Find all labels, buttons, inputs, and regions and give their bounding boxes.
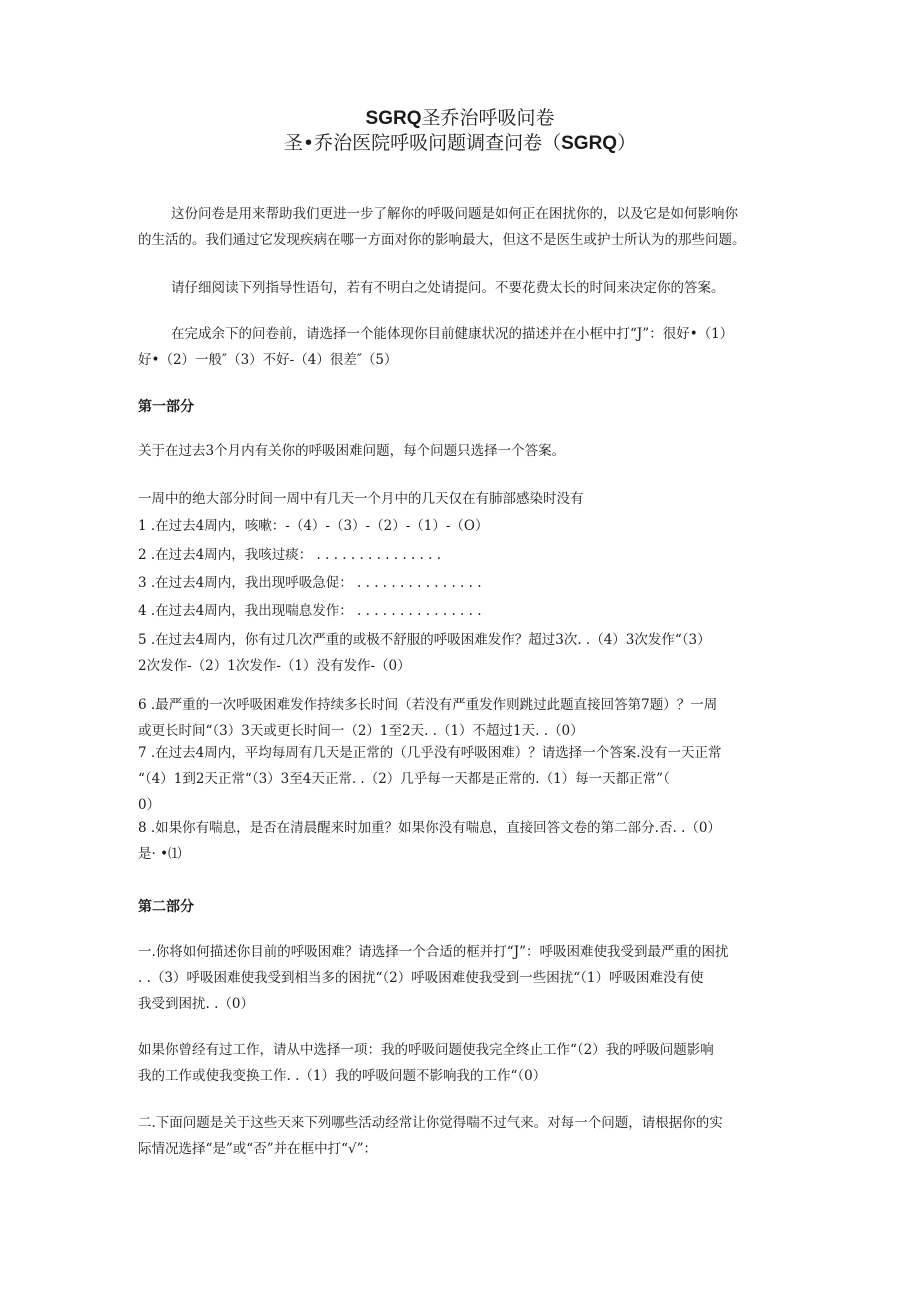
part2-question-1 [138,939,788,1017]
text-line: 3 .在过去4周内，我出现呼吸急促： . . . . . . . . . . . . . . . [138,575,482,591]
text-line: 际情况选择“是”或“否”并在框中打“√”： [138,1141,378,1157]
part1-question-4 [138,598,788,624]
part2-heading: 第二部分 [138,898,194,914]
part1-question-8 [138,815,788,867]
intro-paragraph-1 [138,201,788,253]
text-line: 1 .在过去4周内，咳嗽：-（4）-（3）-（2）-（1）-（O） [138,518,489,534]
subtitle-chinese: 圣•乔治医院呼吸问题调查问卷（ [283,132,562,154]
text-line: 在完成余下的问卷前，请选择一个能体现你目前健康状况的描述并在小框中打“J”：很好•（1） [171,326,734,342]
part1-intro [138,438,788,464]
document-title [0,106,920,131]
text-line: 一周中的绝大部分时间一周中有几天一个月中的几天仅在有肺部感染时没有 [138,491,584,507]
intro-paragraph-2 [138,275,788,301]
part1-options-header [138,486,788,512]
part1-question-5 [138,627,788,679]
text-line: 6 .最严重的一次呼吸困难发作持续多长时间（若没有严重发作则跳过此题直接回答第7题）？一周 [138,697,718,713]
text-line: 0） [138,797,161,813]
text-line: 5 .在过去4周内，你有过几次严重的或极不舒服的呼吸困难发作？超过3次. .（4）3次发作“（3） [138,632,711,648]
part1-question-7 [138,740,788,818]
text-line: 2 .在过去4周内，我咳过痰： . . . . . . . . . . . . . . . [138,547,441,563]
text-line: 请仔细阅读下列指导性语句，若有不明白之处请提问。不要花费太长的时间来决定你的答案。 [171,280,725,296]
text-line: 我受到困扰. .（0） [138,996,254,1012]
text-line: 7 .在过去4周内，平均每周有几天是正常的（几乎没有呼吸困难）？请选择一个答案.没有一天正常 [138,745,722,761]
part2-question-2 [138,1110,788,1162]
text-line: 关于在过去3个月内有关你的呼吸困难问题，每个问题只选择一个答案。 [138,443,566,459]
text-line: 2次发作-（2）1次发作-（1）没有发作-（0） [138,658,411,674]
text-line: 是· •⑴ [138,846,182,862]
text-line: 我的工作或使我变换工作. .（1）我的呼吸问题不影响我的工作“（0） [138,1068,547,1084]
text-line: 这份问卷是用来帮助我们更进一步了解你的呼吸问题是如何正在困扰你的，以及它是如何影响你 [171,206,738,222]
part1-question-3 [138,570,788,596]
part2-work-question [138,1037,788,1089]
part1-question-1 [138,513,788,539]
intro-paragraph-3 [138,321,788,373]
text-line: 8 .如果你有喘息，是否在清晨醒来时加重？如果你没有喘息，直接回答文卷的第二部分.否. .（0） [138,820,721,836]
subtitle-close: ） [617,132,637,154]
text-line: 二.下面问题是关于这些天来下列哪些活动经常让你觉得喘不过气来。对每一个问题，请根据你的实 [138,1115,723,1131]
text-line: “（4）1到2天正常“（3）3至4天正常. .（2）几乎每一天都是正常的.（1）每一天都正常”（ [138,771,670,787]
document-subtitle [0,131,920,156]
part1-question-2 [138,542,788,568]
text-line: 的生活的。我们通过它发现疾病在哪一方面对你的影响最大，但这不是医生或护士所认为的那些问题。 [138,232,746,248]
text-line: 4 .在过去4周内，我出现喘息发作： . . . . . . . . . . . . . . . [138,603,482,619]
title-abbrev: SGRQ [365,108,422,129]
part1-question-6 [138,692,788,744]
text-line: 一.你将如何描述你目前的呼吸困难？请选择一个合适的框并打“J”：呼吸困难使我受到最严重的困扰 [138,944,729,960]
text-line: 如果你曾经有过工作，请从中选择一项：我的呼吸问题使我完全终止工作“（2）我的呼吸问题影响 [138,1042,714,1058]
text-line: . .（3）呼吸困难使我受到相当多的困扰“（2）呼吸困难使我受到一些困扰“（1）呼吸困难没有使 [138,970,704,986]
text-line: 好•（2）一般″（3）不好-（4）很差″（5） [138,352,398,368]
part1-heading: 第一部分 [138,398,194,414]
text-line: 或更长时间“（3）3天或更长时间一（2）1至2天. .（1）不超过1天. .（0） [138,723,584,739]
subtitle-abbrev: SGRQ [561,133,618,154]
title-chinese: 圣乔治呼吸问卷 [421,107,555,129]
